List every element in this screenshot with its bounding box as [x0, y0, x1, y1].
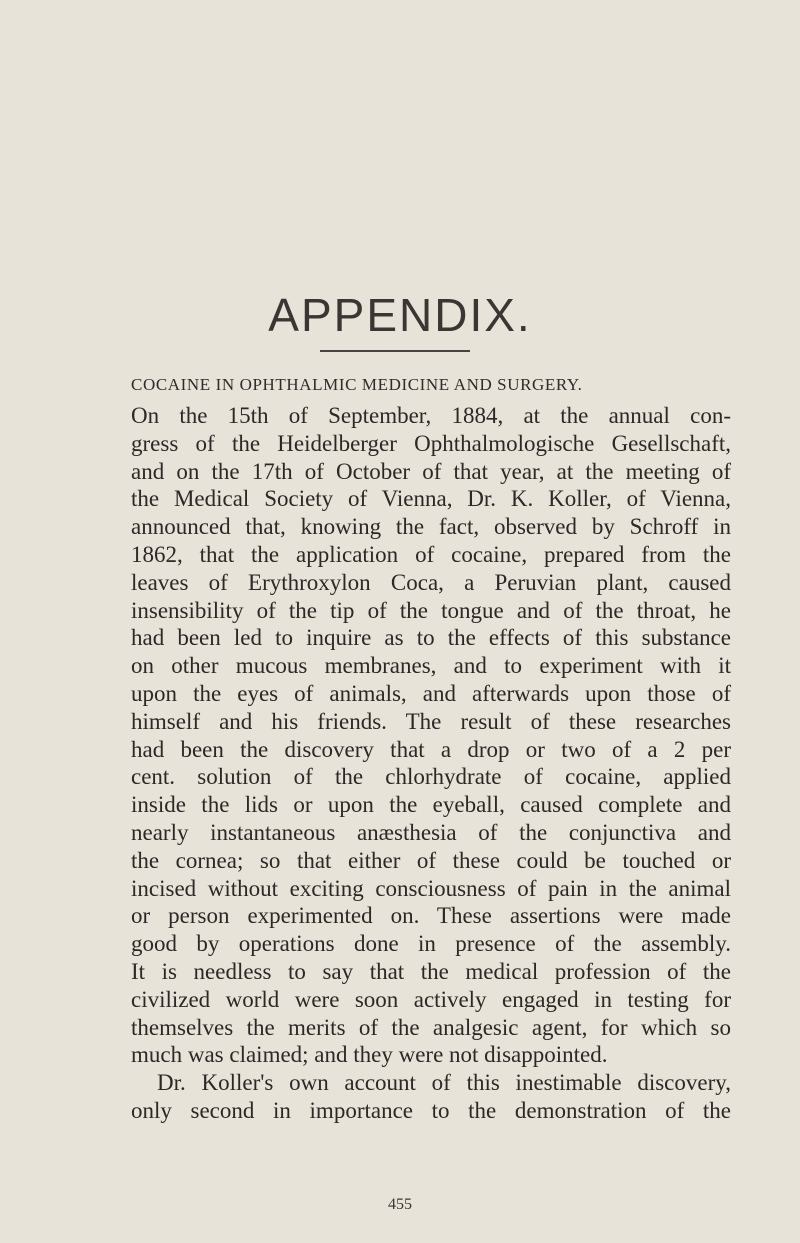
text-line: insensibility of the tip of the tongue and of the throat, he: [131, 597, 731, 623]
text-line: gress of the Heidelberger Ophthalmologische Gesellschaft,: [131, 430, 731, 456]
text-line: It is needless to say that the medical profession of the: [131, 958, 731, 984]
text-line: had been led to inquire as to the effects of this substance: [131, 625, 731, 651]
heading-rule: [320, 350, 470, 352]
page-number: 455: [388, 1196, 412, 1213]
body-text: [131, 402, 731, 1125]
text-line: 1862, that the application of cocaine, prepared from the: [131, 541, 731, 567]
text-line: civilized world were soon actively engaged in testing for: [131, 986, 731, 1012]
text-line: on other mucous membranes, and to experiment with it: [131, 653, 731, 679]
text-line: the cornea; so that either of these could be touched or: [131, 847, 731, 873]
text-line: the Medical Society of Vienna, Dr. K. Koller, of Vienna,: [131, 486, 731, 512]
section-subheading: COCAINE IN OPHTHALMIC MEDICINE AND SURGERY.: [131, 375, 583, 394]
text-line: or person experimented on. These assertions were made: [131, 903, 731, 929]
text-line: and on the 17th of October of that year, at the meeting of: [131, 458, 731, 484]
text-line: Dr. Koller's own account of this inestimable discovery,: [157, 1070, 731, 1096]
text-line: much was claimed; and they were not disappointed.: [131, 1042, 608, 1068]
text-line: nearly instantaneous anæsthesia of the conjunctiva and: [131, 819, 731, 845]
text-line: cent. solution of the chlorhydrate of cocaine, applied: [131, 764, 731, 790]
text-line: incised without exciting consciousness of pain in the animal: [131, 875, 731, 901]
text-line: only second in importance to the demonstration of the: [131, 1097, 731, 1123]
text-line: leaves of Erythroxylon Coca, a Peruvian plant, caused: [131, 569, 731, 595]
text-line: himself and his friends. The result of these researches: [131, 708, 731, 734]
text-line: good by operations done in presence of the assembly.: [131, 931, 731, 957]
text-line: inside the lids or upon the eyeball, caused complete and: [131, 792, 731, 818]
text-line: announced that, knowing the fact, observed by Schroff in: [131, 514, 731, 540]
text-line: upon the eyes of animals, and afterwards upon those of: [131, 680, 731, 706]
text-line: On the 15th of September, 1884, at the annual con-: [131, 403, 731, 428]
page-heading: APPENDIX.: [268, 289, 532, 341]
text-line: themselves the merits of the analgesic agent, for which so: [131, 1014, 731, 1040]
text-line: had been the discovery that a drop or two of a 2 per: [131, 736, 731, 762]
